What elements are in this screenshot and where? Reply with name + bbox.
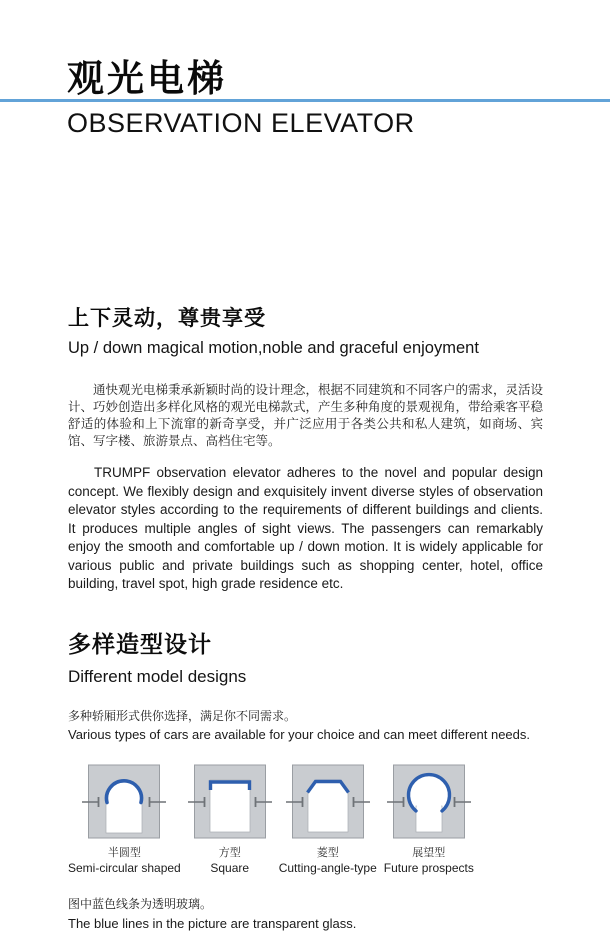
- page-title-chinese: 观光电梯: [67, 58, 227, 99]
- section2-heading-chinese: 多样造型设计: [68, 631, 212, 657]
- model-label-chinese: 方型: [218, 847, 241, 859]
- model-caption: [68, 847, 181, 876]
- future-prospects-car-diagram: [387, 764, 471, 842]
- model-cards: [68, 764, 543, 876]
- cutting-angle-car-diagram: [286, 764, 370, 842]
- model-caption: [210, 847, 249, 876]
- model-label-chinese: 半圆型: [107, 847, 141, 859]
- section2-intro-english: Various types of cars are available for your choice and can meet different needs.: [68, 727, 531, 742]
- section-motion-enjoyment: [68, 302, 543, 594]
- section2-heading-english: Different model designs: [68, 667, 247, 686]
- model-card-square: [188, 764, 272, 876]
- model-label-chinese: 菱型: [316, 847, 339, 859]
- section1-paragraph-chinese: 通快观光电梯秉承新颖时尚的设计理念，根据不同建筑和不同客户的需求，灵活设计、巧妙创造出多样化风格的观光电梯款式，产生多种角度的景观视角，带给乘客平稳舒适的体验和上下流窜的新奇享受，并广泛应用于各类公共和私人建筑，如商场、宾馆、写字楼、旅游景点、高档住宅等。: [68, 383, 544, 448]
- section1-paragraph-english: TRUMPF observation elevator adheres to the novel and popular design concept. We flexibly design and exquisitely invent diverse styles of observation elevator styles according to the requirements of different buildings and clients. It produces multiple angles of sight views. The passengers can remarkably enjoy the smooth and comfortable up / down motion. It is widely applicable for various public and private buildings such as shopping center, hotel, office building, travel spot, high grade residence etc.: [68, 465, 543, 591]
- model-label-chinese: 展望型: [412, 847, 446, 859]
- model-label-english: Future prospects: [383, 861, 474, 875]
- model-caption: [384, 847, 474, 876]
- model-card-future-prospects: [384, 764, 474, 876]
- page-title-english: OBSERVATION ELEVATOR: [67, 108, 415, 138]
- semi-circular-car-diagram: [82, 764, 166, 842]
- glass-note-english: The blue lines in the picture are transparent glass.: [68, 916, 357, 931]
- model-label-english: Cutting-angle-type: [278, 861, 377, 875]
- model-label-english: Square: [210, 861, 250, 875]
- section1-heading-chinese: 上下灵动，尊贵享受: [68, 307, 266, 330]
- section1-heading-english: Up / down magical motion,noble and graceful enjoyment: [68, 339, 479, 357]
- section2-intro-chinese: 多种轿厢形式供你选择，满足你不同需求。: [68, 709, 297, 723]
- model-label-english: Semi-circular shaped: [68, 861, 181, 875]
- model-card-semi-circular: [68, 764, 181, 876]
- glass-note-chinese: 图中蓝色线条为透明玻璃。: [68, 897, 213, 911]
- model-caption: [279, 847, 377, 876]
- square-car-diagram: [188, 764, 272, 842]
- model-card-cutting-angle: [279, 764, 377, 876]
- header-divider-rule: [0, 99, 610, 102]
- section-model-designs: [68, 626, 543, 931]
